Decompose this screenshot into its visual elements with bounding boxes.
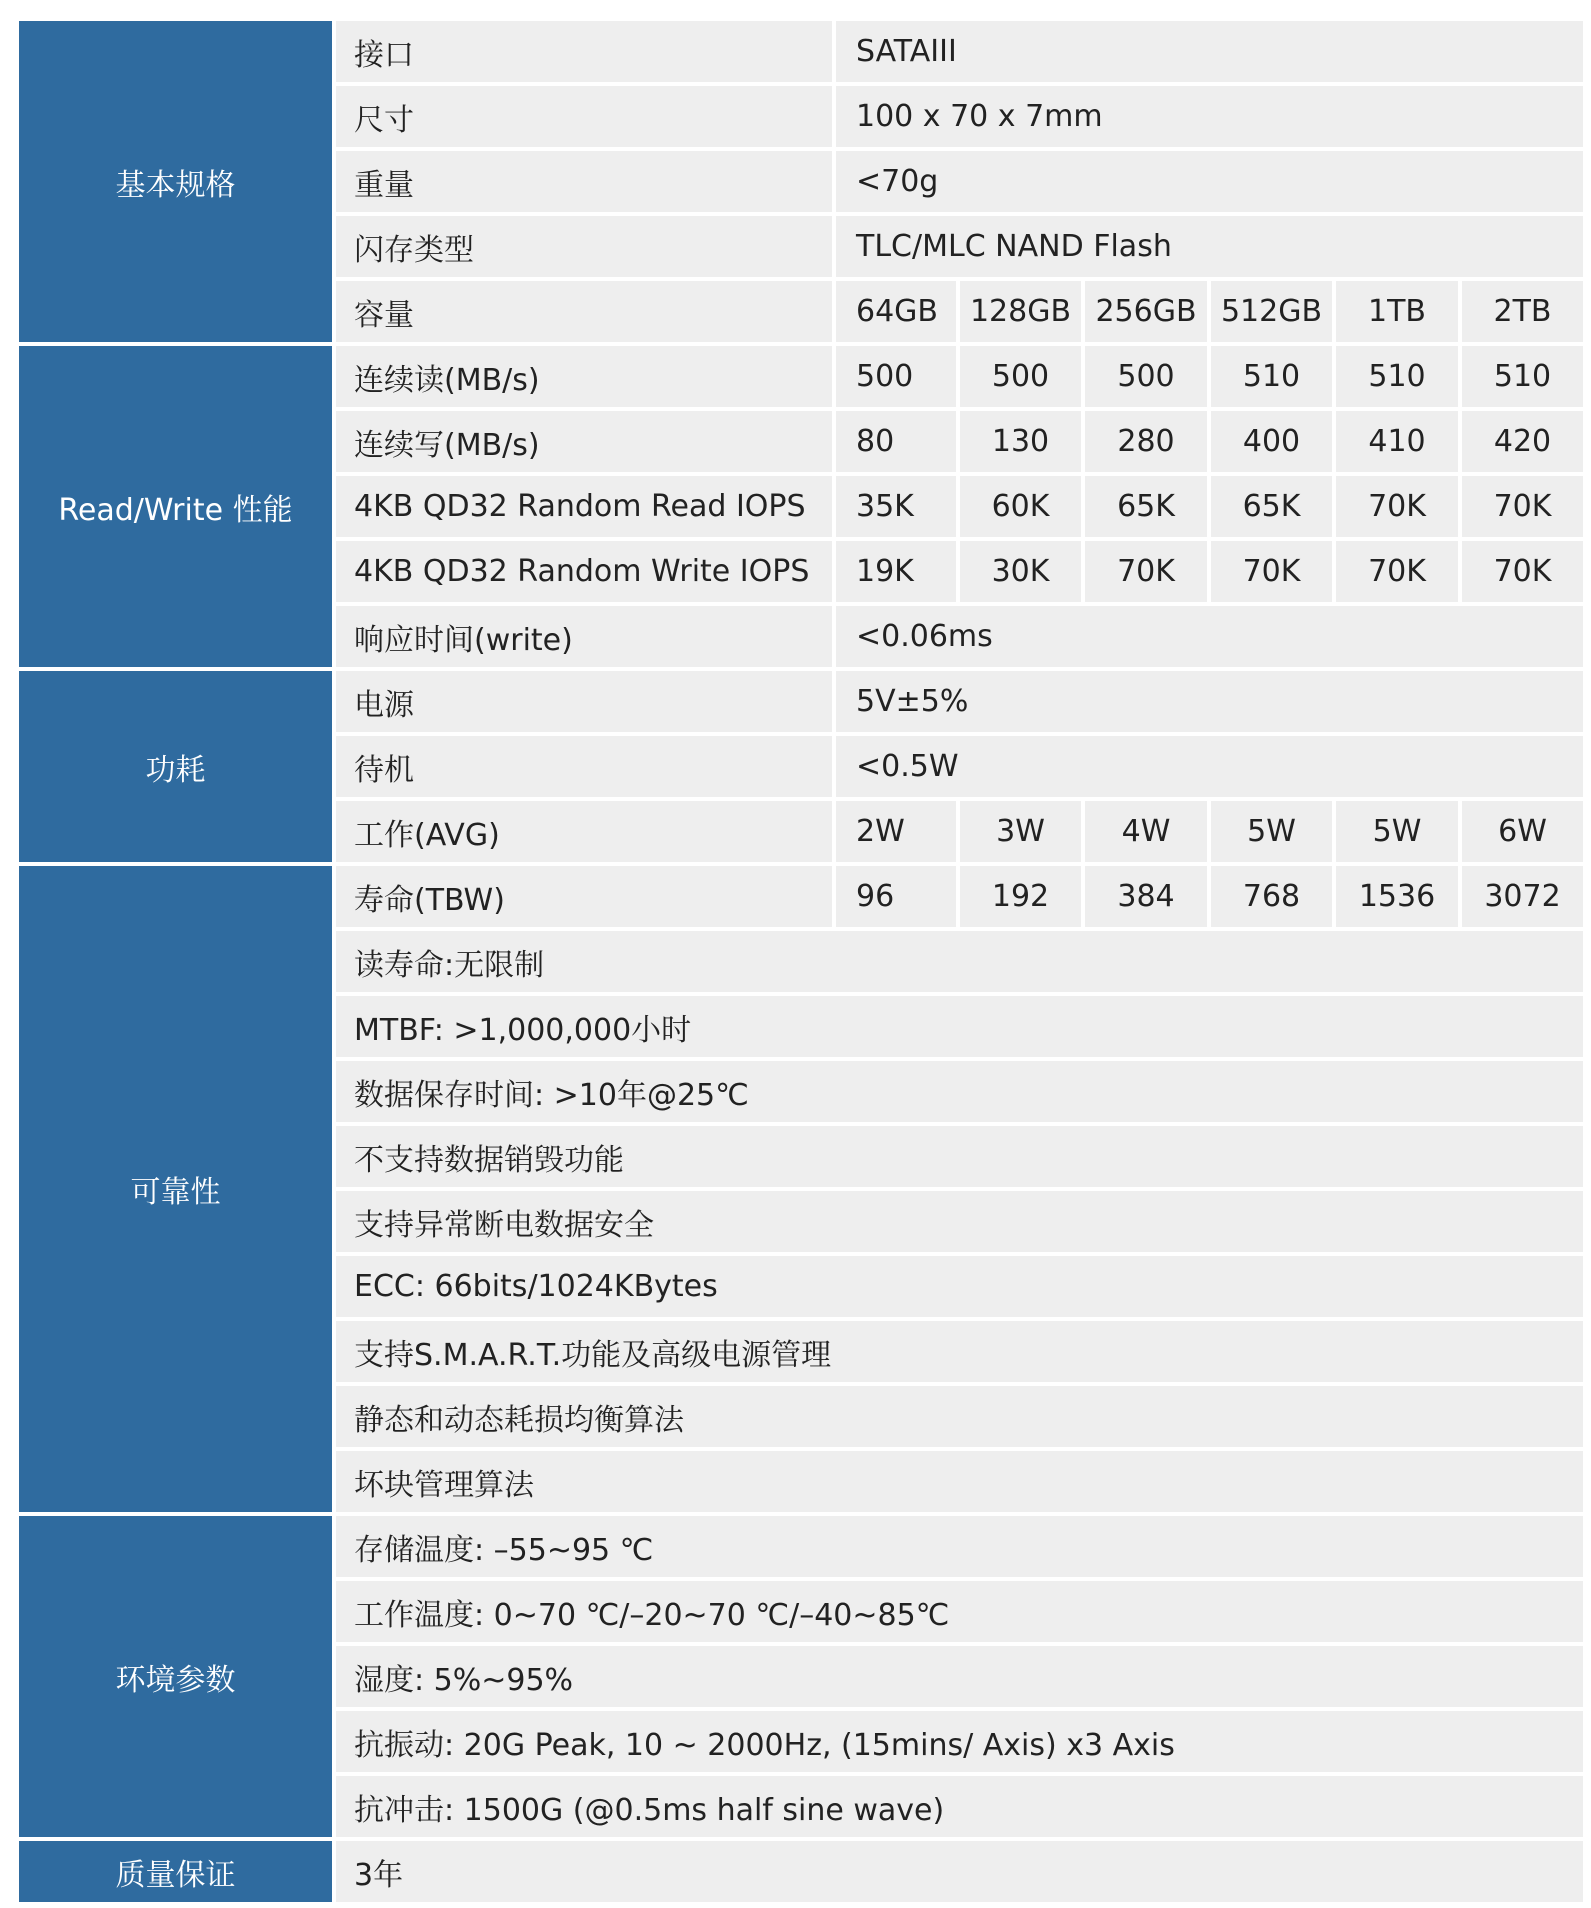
spec-value: 192 [960,866,1085,931]
spec-value: 65K [1085,476,1211,541]
spec-value: 3W [960,801,1085,866]
spec-value: 64GB [836,281,960,346]
spec-text: 支持S.M.A.R.T.功能及高级电源管理 [336,1321,1583,1386]
spec-text: 工作温度: 0~70 ℃/–20~70 ℃/–40~85℃ [336,1581,1583,1646]
spec-value: <0.06ms [836,606,1583,671]
spec-value: 35K [836,476,960,541]
spec-text: 抗振动: 20G Peak, 10 ~ 2000Hz, (15mins/ Axis) x3 Axis [336,1711,1583,1776]
spec-label: 闪存类型 [336,216,836,281]
category-cell: Read/Write 性能 [19,346,336,671]
category-cell: 功耗 [19,671,336,866]
spec-label: 尺寸 [336,86,836,151]
spec-row [19,346,1583,411]
spec-value: 512GB [1211,281,1336,346]
spec-text: MTBF: >1,000,000小时 [336,996,1583,1061]
spec-value: 70K [1211,541,1336,606]
spec-value: 70K [1336,541,1462,606]
spec-value: 410 [1336,411,1462,476]
spec-row [19,1516,1583,1581]
spec-value: 400 [1211,411,1336,476]
category-cell: 环境参数 [19,1516,336,1841]
spec-text: 支持异常断电数据安全 [336,1191,1583,1256]
spec-value: 510 [1462,346,1583,411]
spec-label: 重量 [336,151,836,216]
spec-value: 70K [1462,476,1583,541]
spec-value: 768 [1211,866,1336,931]
spec-value: 60K [960,476,1085,541]
spec-value: 2TB [1462,281,1583,346]
spec-value: 3072 [1462,866,1583,931]
spec-value: 2W [836,801,960,866]
spec-value: 19K [836,541,960,606]
spec-label: 响应时间(write) [336,606,836,671]
spec-value: 70K [1462,541,1583,606]
spec-value: <0.5W [836,736,1583,801]
spec-value: 5W [1336,801,1462,866]
spec-value: 130 [960,411,1085,476]
spec-value: 5V±5% [836,671,1583,736]
spec-value: 500 [836,346,960,411]
spec-value: 80 [836,411,960,476]
spec-value: 384 [1085,866,1211,931]
spec-label: 工作(AVG) [336,801,836,866]
spec-label: 待机 [336,736,836,801]
spec-text: 静态和动态耗损均衡算法 [336,1386,1583,1451]
spec-label: 4KB QD32 Random Read IOPS [336,476,836,541]
spec-label: 连续写(MB/s) [336,411,836,476]
spec-value: 5W [1211,801,1336,866]
spec-value: TLC/MLC NAND Flash [836,216,1583,281]
spec-value: 500 [960,346,1085,411]
spec-value: 30K [960,541,1085,606]
spec-row [19,671,1583,736]
spec-label: 接口 [336,21,836,86]
spec-value: 100 x 70 x 7mm [836,86,1583,151]
spec-text: 数据保存时间: >10年@25℃ [336,1061,1583,1126]
spec-row [19,1841,1583,1906]
spec-value: 4W [1085,801,1211,866]
spec-value: 70K [1336,476,1462,541]
spec-text: 坏块管理算法 [336,1451,1583,1516]
spec-text: 存储温度: –55~95 ℃ [336,1516,1583,1581]
spec-value: 500 [1085,346,1211,411]
spec-value: <70g [836,151,1583,216]
spec-value: 256GB [1085,281,1211,346]
spec-value: 510 [1336,346,1462,411]
spec-value: 70K [1085,541,1211,606]
spec-value: 280 [1085,411,1211,476]
spec-value: 1536 [1336,866,1462,931]
category-cell: 质量保证 [19,1841,336,1906]
spec-text: 不支持数据销毁功能 [336,1126,1583,1191]
spec-value: SATAIII [836,21,1583,86]
spec-text: 3年 [336,1841,1583,1906]
spec-text: 读寿命:无限制 [336,931,1583,996]
spec-label: 寿命(TBW) [336,866,836,931]
spec-value: 128GB [960,281,1085,346]
spec-label: 连续读(MB/s) [336,346,836,411]
spec-value: 6W [1462,801,1583,866]
spec-value: 65K [1211,476,1336,541]
spec-text: 抗冲击: 1500G (@0.5ms half sine wave) [336,1776,1583,1841]
spec-row [19,866,1583,931]
spec-text: 湿度: 5%~95% [336,1646,1583,1711]
spec-value: 1TB [1336,281,1462,346]
spec-table [19,21,1583,1906]
spec-label: 容量 [336,281,836,346]
category-cell: 基本规格 [19,21,336,346]
category-cell: 可靠性 [19,866,336,1516]
spec-value: 96 [836,866,960,931]
spec-value: 420 [1462,411,1583,476]
spec-label: 4KB QD32 Random Write IOPS [336,541,836,606]
spec-label: 电源 [336,671,836,736]
spec-text: ECC: 66bits/1024KBytes [336,1256,1583,1321]
spec-value: 510 [1211,346,1336,411]
spec-row [19,21,1583,86]
